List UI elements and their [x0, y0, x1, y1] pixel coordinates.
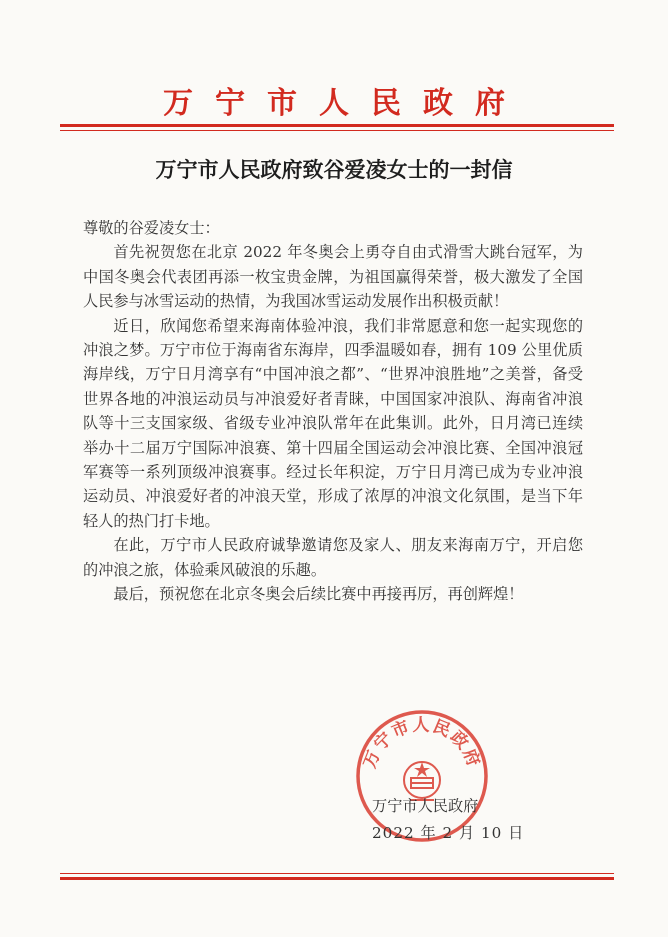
letter-signature: 万宁市人民政府 [372, 797, 479, 815]
letterhead-rule-thin [60, 130, 614, 131]
letter-body [83, 216, 583, 607]
paragraph-invitation: 在此，万宁市人民政府诚挚邀请您及家人、朋友来海南万宁，开启您的冲浪之旅，体验乘风破浪的乐趣。 [83, 536, 583, 579]
footer-rule-thick [60, 877, 614, 880]
letter-date: 2022 年 2 月 10 日 [372, 824, 525, 842]
letter-greeting: 尊敬的谷爱凌女士： [83, 219, 220, 237]
letter-title: 万宁市人民政府致谷爱凌女士的一封信 [155, 157, 513, 182]
letterhead-title: 万宁市人民政府 [163, 86, 527, 121]
footer-rule-thin [60, 873, 614, 874]
paragraph-closing: 最后，预祝您在北京冬奥会后续比赛中再接再厉，再创辉煌！ [113, 585, 524, 604]
paragraph-surfing-intro: 近日，欣闻您希望来海南体验冲浪，我们非常愿意和您一起实现您的冲浪之梦。万宁市位于海南省东海岸，四季温暖如春，拥有 109 公里优质海岸线，万宁日月湾享有“中国冲浪之都”、“世界冲浪胜地”之美誉，备受世界各地的冲浪运动员与冲浪爱好者青睐，中国国家冲浪队、海南省冲浪队等十三支国家级、省级专业冲浪队常年在此集训。此外，日月湾已连续举办十二届万宁国际冲浪赛、第十四届全国运动会冲浪比赛、全国冲浪冠军赛等一系列顶级冲浪赛事。经过长年积淀，万宁日月湾已成为专业冲浪运动员、冲浪爱好者的冲浪天堂，形成了浓厚的冲浪文化氛围，是当下年轻人的热门打卡地。 [83, 316, 583, 530]
letterhead-rule-thick [60, 124, 614, 127]
seal-text: 万宁市人民政府 [359, 715, 485, 772]
paragraph-congratulation: 首先祝贺您在北京 2022 年冬奥会上勇夺自由式滑雪大跳台冠军，为中国冬奥会代表团再添一枚宝贵金牌，为祖国赢得荣誉，极大激发了全国人民参与冰雪运动的热情，为我国冰雪运动发展作出积极贡献！ [83, 243, 583, 311]
